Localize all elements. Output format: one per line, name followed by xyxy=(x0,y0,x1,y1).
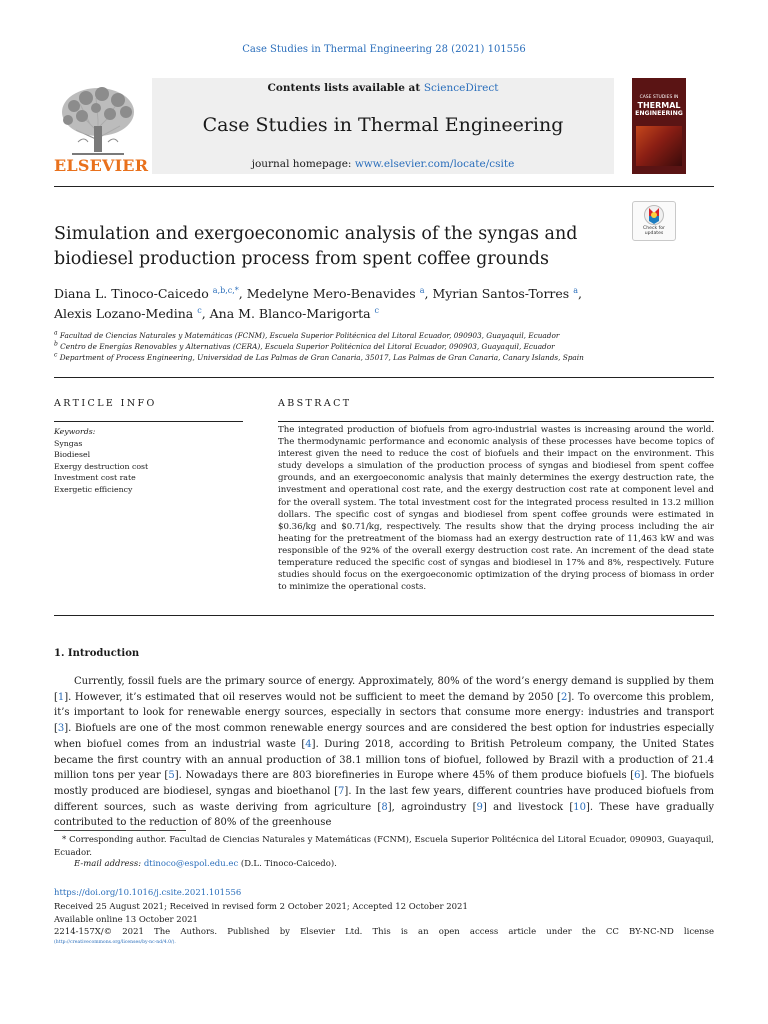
author-name: Alexis Lozano-Medina xyxy=(54,306,194,321)
cover-artwork xyxy=(636,126,682,166)
affiliation-mark: b xyxy=(54,340,58,348)
cover-title-big-2: ENGINEERING xyxy=(635,109,683,117)
keyword-item: Exergy destruction cost xyxy=(54,461,149,471)
intro-text-segment: ]. Biofuels are one of the most common renewable energy sources and are considered the best option for industries especially when biofuel comes from an industrial waste [ xyxy=(54,723,714,750)
sciencedirect-link[interactable]: ScienceDirect xyxy=(423,82,499,94)
affiliation-text: Facultad de Ciencias Naturales y Matemáticas (FCNM), Escuela Superior Politécnica del Litoral Ecuador, 090903, Guayaquil, Ecuador xyxy=(59,331,560,340)
journal-name: Case Studies in Thermal Engineering xyxy=(202,114,564,136)
author-name: Medelyne Mero-Benavides xyxy=(246,286,416,301)
citation-link[interactable]: 7 xyxy=(338,785,345,797)
journal-cover-image xyxy=(632,78,686,174)
footnote-divider xyxy=(54,830,186,831)
contents-prefix: Contents lists available at xyxy=(267,82,424,94)
article-info-divider xyxy=(54,421,243,422)
author-name: Ana M. Blanco-Marigorta xyxy=(209,306,371,321)
intro-text-segment: ]. Nowadays there are 803 biorefineries in Europe where 45% of them produce biofuels [ xyxy=(174,770,635,782)
title-line-1: Simulation and exergoeconomic analysis of the syngas and xyxy=(54,224,578,244)
affiliations xyxy=(54,330,714,363)
author-separator: , xyxy=(238,286,247,301)
intro-text-segment: ]. In the last few years, different countries have produced biofuels from different sources, such as waste deriving from agriculture [ xyxy=(54,785,714,813)
keyword-item: Syngas xyxy=(54,438,83,448)
abstract-divider xyxy=(278,421,714,422)
doi-link[interactable]: https://doi.org/10.1016/j.csite.2021.101556 xyxy=(54,888,242,898)
email-link[interactable]: dtinoco@espol.edu.ec xyxy=(143,859,239,869)
intro-text-segment: ]. These have gradually contributed to the reduction of 80% of the greenhouse xyxy=(54,801,714,829)
keywords-block xyxy=(54,426,243,496)
available-online: Available online 13 October 2021 xyxy=(54,915,198,925)
abstract-heading: ABSTRACT xyxy=(278,398,352,409)
author-affiliation-mark[interactable]: a xyxy=(573,285,578,295)
intro-text-segment: ]. During 2018, according to British Petroleum company, the United States became the first country with an annual production of 38.1 million tons of biofuel, followed by Brazil with a production of 21.4 million tons per year [ xyxy=(54,738,714,782)
email-suffix: (D.L. Tinoco-Caicedo). xyxy=(238,859,337,869)
article-info-heading: ARTICLE INFO xyxy=(54,398,157,409)
running-head[interactable]: Case Studies in Thermal Engineering 28 (2021) 101556 xyxy=(242,44,526,55)
affiliation-mark: a xyxy=(54,329,58,337)
keyword-item: Exergetic efficiency xyxy=(54,484,133,494)
author-list xyxy=(54,284,674,324)
citation-link[interactable]: 9 xyxy=(476,801,483,813)
homepage-prefix: journal homepage: xyxy=(251,158,355,170)
citation-link[interactable]: 10 xyxy=(573,801,586,813)
abstract-text: The integrated production of biofuels from agro-industrial wastes is increasing around the world. The thermodynamic performance and economic analysis of these processes have become topics of interest given the need to reduce the cost of biofuels and their impact on the environment. This study develops a simulation of the production process of syngas and biodiesel from spent coffee grounds, and an exergoeconomic analysis that mainly determines the exergy destruction rate, the investment and operational cost rate, and the exergy destruction cost rate at component level and for the overall system. The total investment cost for the integrated process resulted in 13.2 million dollars. The specific cost of syngas and biodiesel from spent coffee grounds were estimated in $0.36/kg and $0.71/kg, respectively. The results show that the drying process including the air heating for the pretreatment of the biomass had an exergy destruction rate of 11,463 kW and was responsible of the 92% of the overall exergy destruction cost rate. An increment of the dead state temperature reduced the specific cost of syngas and biodiesel in 17% and 8%, respectively. Future studies should focus on the exergoeconomic optimization of the drying process of biomass in order to minimize the operational costs. xyxy=(278,425,714,593)
license-url-link[interactable]: (http://creativecommons.org/licenses/by-nc-nd/4.0/). xyxy=(54,940,176,945)
author-separator: , xyxy=(577,286,582,301)
intro-text-segment: Currently, fossil fuels are the primary source of energy. Approximately, 80% of the word’s energy demand is supplied by them [ xyxy=(54,676,714,703)
email-line xyxy=(74,859,337,869)
crossmark-icon xyxy=(643,204,665,226)
citation-link[interactable]: 5 xyxy=(168,770,175,782)
affiliation-text: Department of Process Engineering, Universidad de Las Palmas de Gran Canaria, 35017, Las Palmas de Gran Canaria, Canary Islands, Spain xyxy=(59,353,584,362)
homepage-link[interactable]: www.elsevier.com/locate/csite xyxy=(354,158,515,170)
introduction-paragraph xyxy=(54,674,714,831)
author-name: Diana L. Tinoco-Caicedo xyxy=(54,286,209,301)
cover-title-big-1: THERMAL xyxy=(637,100,681,110)
citation-link[interactable]: 8 xyxy=(381,801,388,813)
section-heading-introduction: 1. Introduction xyxy=(54,648,140,659)
intro-text-segment: ], agroindustry [ xyxy=(387,801,477,813)
publisher-logo-text: ELSEVIER xyxy=(54,156,149,175)
author-affiliation-mark[interactable]: c xyxy=(374,305,380,315)
author-affiliation-mark[interactable]: c xyxy=(197,305,202,315)
citation-link[interactable]: 6 xyxy=(634,770,641,782)
cover-title-small: CASE STUDIES IN xyxy=(639,95,679,100)
author-affiliation-mark[interactable]: a xyxy=(419,285,425,295)
corresponding-author-footnote: * Corresponding author. Facultad de Ciencias Naturales y Matemáticas (FCNM), Escuela Superior Politécnica del Litoral Ecuador, 090903, Guayaquil, Ecuador. xyxy=(54,835,714,858)
intro-text-segment: ]. However, it’s estimated that oil reserves would not be sufficient to meet the demand by 2050 [ xyxy=(64,691,561,703)
header-divider xyxy=(54,186,714,187)
intro-text-segment: ]. The biofuels mostly produced are biodiesel, syngas and bioethanol [ xyxy=(54,770,714,797)
affiliation-a xyxy=(54,330,714,341)
affiliation-b xyxy=(54,341,714,352)
contents-line xyxy=(152,82,614,94)
badge-line-1: Check for xyxy=(643,226,665,231)
front-matter-divider xyxy=(54,377,714,378)
affiliation-text: Centro de Energías Renovables y Alternativas (CERA), Escuela Superior Politécnica del Litoral Ecuador, 090903, Guayaquil, Ecuador xyxy=(60,342,555,351)
keywords-heading: Keywords: xyxy=(54,427,96,436)
journal-homepage xyxy=(152,158,614,170)
author-separator: , xyxy=(201,306,210,321)
citation-link[interactable]: 3 xyxy=(57,723,65,735)
affiliation-c xyxy=(54,352,714,363)
author-affiliation-mark[interactable]: a,b,c,* xyxy=(212,285,239,295)
citation-link[interactable]: 1 xyxy=(57,691,65,703)
received-dates: Received 25 August 2021; Received in revised form 2 October 2021; Accepted 12 October 2021 xyxy=(54,902,468,912)
citation-link[interactable]: 2 xyxy=(560,691,568,703)
license-statement: 2214-157X/© 2021 The Authors. Published by Elsevier Ltd. This is an open access article under the CC BY-NC-ND license xyxy=(54,927,714,937)
intro-text-segment: ]. To overcome this problem, it’s important to look for renewable energy sources, especially in sectors that consume more energy: industries and transport [ xyxy=(54,691,714,735)
intro-text-segment: ] and livestock [ xyxy=(482,801,574,813)
paper-title xyxy=(54,222,614,272)
keyword-item: Investment cost rate xyxy=(54,473,136,483)
author-name: Myrian Santos-Torres xyxy=(432,286,570,301)
author-separator: , xyxy=(424,286,433,301)
keyword-item: Biodiesel xyxy=(54,450,91,460)
abstract-bottom-divider xyxy=(54,615,714,616)
badge-line-2: updates xyxy=(644,231,664,236)
email-label: E-mail address: xyxy=(74,859,144,869)
check-for-updates-badge[interactable] xyxy=(632,201,676,241)
citation-link[interactable]: 4 xyxy=(305,738,312,750)
affiliation-mark: c xyxy=(54,351,58,359)
title-line-2: biodiesel production process from spent coffee grounds xyxy=(54,249,549,269)
